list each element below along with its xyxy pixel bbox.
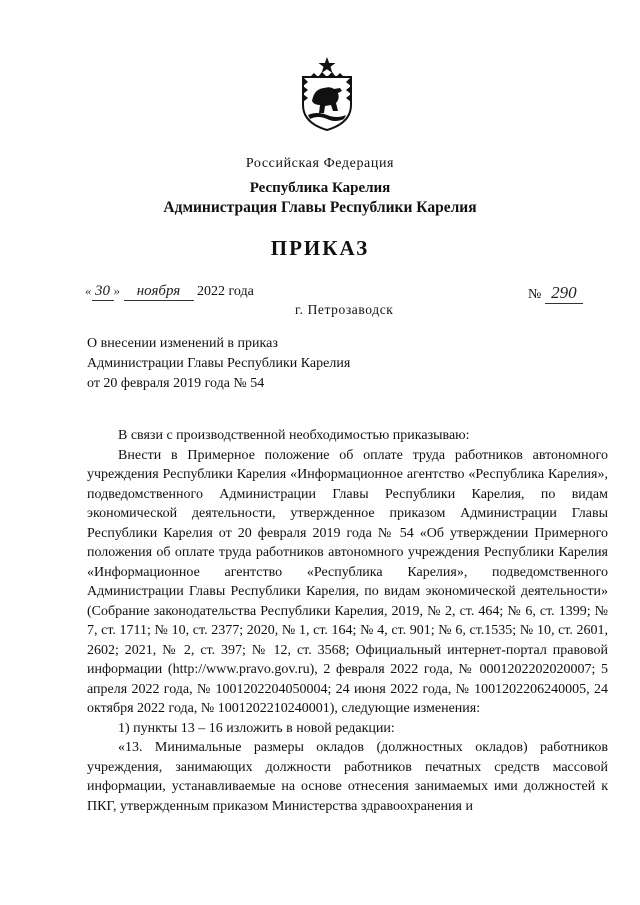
order-number-value: 290	[545, 283, 583, 304]
date-year: 2022 года	[197, 284, 254, 299]
date-close-quote: »	[113, 283, 120, 298]
order-body	[87, 426, 608, 816]
subject-line: от 20 февраля 2019 года № 54	[87, 376, 265, 391]
republic-name: Республика Карелия	[249, 180, 391, 196]
country-name: Российская Федерация	[245, 156, 395, 171]
body-paragraph: «13. Минимальные размеры окладов (должностных окладов) работников учреждения, занимающих должности работников печатных средств массовой информации, устанавливаемые на основе отнесения занимаемых ими должностей к ПКГ, утвержденным приказом Министерства здравоохранения и	[87, 740, 608, 814]
administration-name: Администрация Главы Республики Карелия	[163, 199, 477, 216]
order-date	[85, 283, 254, 301]
date-day: 30	[92, 283, 114, 301]
body-paragraph: Внести в Примерное положение об оплате труда работников автономного учреждения Республики Карелия «Информационное агентство «Республика Карелия», подведомственного Администрации Главы Республики Карелия, по видам экономической деятельности, утвержденное приказом Администрации Главы Республики Карелия от 20 февраля 2019 года № 54 «Об утверждении Примерного положения об оплате труда работников автономного учреждения Республики Карелия «Информационное агентство «Республика Карелия», подведомственного Администрации Главы Республики Карелия, по видам экономической деятельности» (Собрание законодательства Республики Карелия, 2019, № 2, ст. 464; № 6, ст. 1399; № 7, ст. 1711; № 10, ст. 2377; 2020, № 1, ст. 164; № 4, ст. 901; № 6, ст.1535; № 10, ст. 2601, 2602; 2021, № 2, ст. 397; № 12, ст. 3568; Официальный интернет-портал правовой информации (http://www.pravo.gov.ru), 2 февраля 2022 года, № 0001202202020007; 5 апреля 2022 года, № 1001202204050004; 24 июня 2022 года, № 1001202206240005, 24 октября 2022 года, № 1001202210240001), следующие изменения:	[87, 447, 608, 716]
order-number	[528, 283, 583, 304]
document-type-title: ПРИКАЗ	[270, 236, 370, 260]
subject-line: Администрации Главы Республики Карелия	[87, 356, 351, 371]
date-month: ноября	[124, 283, 194, 301]
city: г. Петрозаводск	[295, 302, 394, 317]
date-open-quote: «	[85, 283, 92, 298]
karelia-coat-of-arms-icon	[300, 55, 354, 131]
subject-line: О внесении изменений в приказ	[87, 336, 278, 351]
order-subject	[87, 334, 350, 394]
order-number-label: №	[528, 287, 542, 302]
body-paragraph: В связи с производственной необходимостью приказываю:	[118, 428, 470, 443]
body-paragraph: 1) пункты 13 – 16 изложить в новой редакции:	[118, 720, 395, 736]
